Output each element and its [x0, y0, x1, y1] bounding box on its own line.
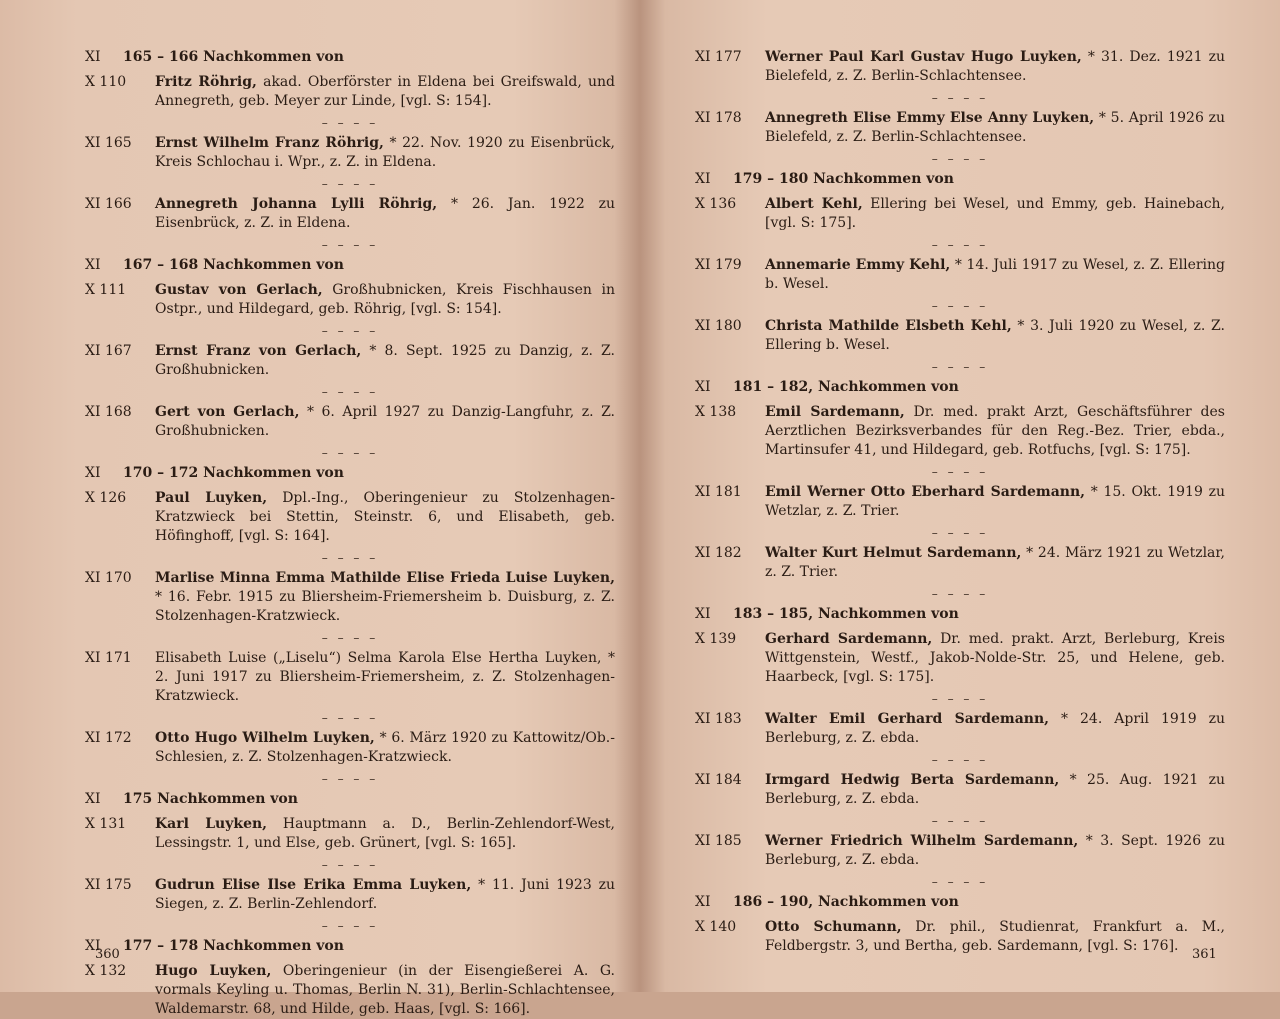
section-title: 177 – 178 Nachkommen von	[123, 938, 344, 954]
section-heading	[85, 256, 615, 275]
genealogy-entry	[85, 649, 615, 706]
generation-label: XI	[85, 938, 101, 954]
person-name: Gudrun Elise Ilse Erika Emma Luyken,	[155, 877, 472, 893]
section-heading	[85, 937, 615, 956]
section-heading	[695, 893, 1225, 912]
person-name: Otto Schumann,	[765, 919, 902, 935]
entry-separator: – – – –	[321, 631, 379, 645]
entry-separator: – – – –	[931, 238, 989, 252]
generation-label: XI	[85, 465, 101, 481]
genealogy-entry	[85, 489, 615, 546]
person-name: Emil Werner Otto Eberhard Sardemann,	[765, 484, 1086, 500]
person-name: Emil Sardemann,	[765, 404, 905, 420]
entry-separator: – – – –	[931, 526, 989, 540]
entry-number: X 140	[695, 919, 737, 935]
entry-text: Albert Kehl, Ellering bei Wesel, und Emmy, geb. Hainebach, [vgl. S: 175].	[765, 196, 1225, 231]
entry-number: XI 170	[85, 570, 132, 586]
entry-separator: – – – –	[931, 692, 989, 706]
entry-separator: – – – –	[931, 875, 989, 889]
genealogy-entry	[695, 483, 1225, 521]
entry-number: XI 165	[85, 135, 132, 151]
entry-text: Elisabeth Luise („Liselu“) Selma Karola Else Hertha Luyken, * 2. Juni 1917 zu Bliersheim-Friemersheim, z. Z. Stolzenhagen-Kratzwieck.	[155, 650, 615, 704]
generation-label: XI	[85, 791, 101, 807]
section-heading	[85, 464, 615, 483]
entry-text: Werner Friedrich Wilhelm Sardemann, * 3. Sept. 1926 zu Berleburg, z. Z. ebda.	[765, 833, 1225, 868]
genealogy-entry	[85, 73, 615, 111]
entry-separator: – – – –	[321, 385, 379, 399]
person-name: Ernst Franz von Gerlach,	[155, 343, 362, 359]
entry-text: Annemarie Emmy Kehl, * 14. Juli 1917 zu Wesel, z. Z. Ellering b. Wesel.	[765, 257, 1226, 292]
person-name: Marlise Minna Emma Mathilde Elise Frieda Luise Luyken,	[155, 570, 615, 586]
generation-label: XI	[85, 257, 101, 273]
generation-label: XI	[695, 171, 711, 187]
entry-text: Marlise Minna Emma Mathilde Elise Frieda Luise Luyken, * 16. Febr. 1915 zu Bliersheim-Friemersheim b. Duisburg, z. Z. Stolzenhagen-Kratzwieck.	[155, 570, 615, 624]
entry-separator: – – – –	[321, 324, 379, 338]
person-name: Christa Mathilde Elsbeth Kehl,	[765, 318, 1012, 334]
entry-separator: – – – –	[321, 177, 379, 191]
entry-separator: – – – –	[321, 711, 379, 725]
entry-number: XI 178	[695, 110, 742, 126]
entry-separator: – – – –	[931, 299, 989, 313]
entry-number: X 111	[85, 282, 127, 298]
section-title: 179 – 180 Nachkommen von	[733, 171, 954, 187]
entry-separator: – – – –	[931, 587, 989, 601]
section-title: 167 – 168 Nachkommen von	[123, 257, 344, 273]
entry-number: XI 185	[695, 833, 742, 849]
entry-number: XI 175	[85, 877, 132, 893]
entry-separator: – – – –	[931, 91, 989, 105]
person-name: Walter Kurt Helmut Sardemann,	[765, 545, 1022, 561]
entry-number: XI 168	[85, 404, 132, 420]
entry-text: Karl Luyken, Hauptmann a. D., Berlin-Zehlendorf-West, Lessingstr. 1, und Else, geb. Grünert, [vgl. S: 165].	[155, 816, 615, 851]
entry-text: Walter Emil Gerhard Sardemann, * 24. April 1919 zu Berleburg, z. Z. ebda.	[765, 711, 1225, 746]
left-page-number: 360	[95, 947, 120, 962]
person-name: Annemarie Emmy Kehl,	[765, 257, 951, 273]
genealogy-entry	[85, 729, 615, 767]
entry-separator: – – – –	[321, 919, 379, 933]
entry-number: XI 183	[695, 711, 742, 727]
entry-text: Ernst Wilhelm Franz Röhrig, * 22. Nov. 1920 zu Eisenbrück, Kreis Schlochau i. Wpr., z. Z. in Eldena.	[155, 135, 615, 170]
person-name: Gustav von Gerlach,	[155, 282, 323, 298]
entry-number: XI 167	[85, 343, 132, 359]
section-heading	[85, 48, 615, 67]
right-page-number: 361	[1192, 947, 1217, 962]
person-name: Karl Luyken,	[155, 816, 268, 832]
entry-separator: – – – –	[931, 814, 989, 828]
entry-text: Annegreth Johanna Lylli Röhrig, * 26. Jan. 1922 zu Eisenbrück, z. Z. in Eldena.	[155, 196, 615, 231]
person-name: Werner Friedrich Wilhelm Sardemann,	[765, 833, 1079, 849]
entry-number: XI 182	[695, 545, 742, 561]
section-heading	[695, 170, 1225, 189]
entry-number: X 132	[85, 963, 127, 979]
entry-text: Gert von Gerlach, * 6. April 1927 zu Danzig-Langfuhr, z. Z. Großhubnicken.	[155, 404, 615, 439]
entry-text: Gerhard Sardemann, Dr. med. prakt. Arzt, Berleburg, Kreis Wittgenstein, Westf., Jakob-Nolde-Str. 25, und Helene, geb. Haarbeck, [vgl. S: 175].	[765, 631, 1225, 685]
entry-text: Otto Schumann, Dr. phil., Studienrat, Frankfurt a. M., Feldbergstr. 3, und Bertha, geb. Sardemann, [vgl. S: 176].	[765, 919, 1225, 954]
person-name: Ernst Wilhelm Franz Röhrig,	[155, 135, 384, 151]
person-name: Annegreth Elise Emmy Else Anny Luyken,	[765, 110, 1095, 126]
entry-text: Emil Werner Otto Eberhard Sardemann, * 15. Okt. 1919 zu Wetzlar, z. Z. Trier.	[765, 484, 1225, 519]
entry-text: Fritz Röhrig, akad. Oberförster in Eldena bei Greifswald, und Annegreth, geb. Meyer zur Linde, [vgl. S: 154].	[155, 74, 616, 109]
genealogy-entry	[695, 195, 1225, 233]
person-name: Walter Emil Gerhard Sardemann,	[765, 711, 1050, 727]
entry-separator: – – – –	[321, 858, 379, 872]
section-heading	[85, 790, 615, 809]
genealogy-entry	[85, 342, 615, 380]
entry-number: X 139	[695, 631, 737, 647]
genealogy-entry	[695, 544, 1225, 582]
person-name: Albert Kehl,	[765, 196, 863, 212]
entry-text: Werner Paul Karl Gustav Hugo Luyken, * 31. Dez. 1921 zu Bielefeld, z. Z. Berlin-Schlachtensee.	[765, 49, 1226, 84]
section-title: 186 – 190, Nachkommen von	[733, 894, 959, 910]
genealogy-entry	[85, 134, 615, 172]
entry-number: XI 184	[695, 772, 742, 788]
genealogy-entry	[85, 962, 615, 1019]
entry-number: X 131	[85, 816, 127, 832]
entry-number: X 138	[695, 404, 737, 420]
entry-number: XI 166	[85, 196, 132, 212]
section-heading	[695, 378, 1225, 397]
genealogy-entry	[695, 109, 1225, 147]
entry-separator: – – – –	[321, 238, 379, 252]
genealogy-entry	[85, 569, 615, 626]
entry-separator: – – – –	[321, 772, 379, 786]
entry-number: XI 172	[85, 730, 132, 746]
generation-label: XI	[695, 606, 711, 622]
person-name: Werner Paul Karl Gustav Hugo Luyken,	[765, 49, 1082, 65]
section-title: 181 – 182, Nachkommen von	[733, 379, 959, 395]
entry-number: XI 177	[695, 49, 742, 65]
genealogy-entry	[695, 771, 1225, 809]
person-name: Hugo Luyken,	[155, 963, 272, 979]
genealogy-entry	[85, 403, 615, 441]
entry-text: Emil Sardemann, Dr. med. prakt Arzt, Geschäftsführer des Aerztlichen Bezirksverbandes für den Reg.-Bez. Trier, ebda., Martinsufer 41, und Hildegard, geb. Rotfuchs, [vgl. S: 175].	[765, 404, 1225, 458]
genealogy-entry	[695, 403, 1225, 460]
entry-separator: – – – –	[931, 152, 989, 166]
genealogy-entry	[695, 48, 1225, 86]
entry-separator: – – – –	[931, 753, 989, 767]
entry-text: Annegreth Elise Emmy Else Anny Luyken, * 5. April 1926 zu Bielefeld, z. Z. Berlin-Schlachtensee.	[765, 110, 1225, 145]
entry-text: Walter Kurt Helmut Sardemann, * 24. März 1921 zu Wetzlar, z. Z. Trier.	[765, 545, 1225, 580]
genealogy-entry	[85, 195, 615, 233]
entry-number: XI 180	[695, 318, 742, 334]
entry-number: XI 179	[695, 257, 742, 273]
entry-text: Hugo Luyken, Oberingenieur (in der Eisengießerei A. G. vormals Keyling u. Thomas, Berlin N. 31), Berlin-Schlachtensee, Waldemarstr. 68, und Hilde, geb. Haas, [vgl. S: 166].	[155, 963, 615, 1017]
genealogy-entry	[695, 710, 1225, 748]
right-page	[695, 48, 1226, 954]
person-name: Gert von Gerlach,	[155, 404, 300, 420]
genealogy-entry	[85, 281, 615, 319]
generation-label: XI	[695, 894, 711, 910]
entry-separator: – – – –	[321, 116, 379, 130]
person-name: Fritz Röhrig,	[155, 74, 257, 90]
entry-text: Gudrun Elise Ilse Erika Emma Luyken, * 11. Juni 1923 zu Siegen, z. Z. Berlin-Zehlendorf.	[155, 877, 615, 912]
section-heading	[695, 605, 1225, 624]
person-name: Gerhard Sardemann,	[765, 631, 933, 647]
entry-separator: – – – –	[321, 551, 379, 565]
entry-separator: – – – –	[321, 446, 379, 460]
genealogy-entry	[695, 918, 1225, 956]
entry-separator: – – – –	[931, 465, 989, 479]
person-name: Paul Luyken,	[155, 490, 268, 506]
genealogy-entry	[695, 256, 1225, 294]
person-name: Irmgard Hedwig Berta Sardemann,	[765, 772, 1060, 788]
generation-label: XI	[695, 379, 711, 395]
entry-number: XI 171	[85, 650, 132, 666]
section-title: 165 – 166 Nachkommen von	[123, 49, 344, 65]
entry-text: Paul Luyken, Dpl.-Ing., Oberingenieur zu Stolzenhagen-Kratzwieck bei Stettin, Steinstr. 6, und Elisabeth, geb. Höfinghoff, [vgl. S: 164].	[155, 490, 615, 544]
entry-number: XI 181	[695, 484, 742, 500]
person-name: Otto Hugo Wilhelm Luyken,	[155, 730, 375, 746]
section-title: 183 – 185, Nachkommen von	[733, 606, 959, 622]
entry-text: Irmgard Hedwig Berta Sardemann, * 25. Aug. 1921 zu Berleburg, z. Z. ebda.	[765, 772, 1225, 807]
section-title: 175 Nachkommen von	[123, 791, 298, 807]
entry-text: Ernst Franz von Gerlach, * 8. Sept. 1925 zu Danzig, z. Z. Großhubnicken.	[155, 343, 615, 378]
genealogy-entry	[695, 630, 1225, 687]
generation-label: XI	[85, 49, 101, 65]
genealogy-entry	[85, 815, 615, 853]
genealogy-entry	[85, 876, 615, 914]
genealogy-entry	[695, 832, 1225, 870]
person-name: Annegreth Johanna Lylli Röhrig,	[155, 196, 438, 212]
entry-separator: – – – –	[931, 360, 989, 374]
genealogy-entry	[695, 317, 1225, 355]
section-title: 170 – 172 Nachkommen von	[123, 465, 344, 481]
entry-text: Otto Hugo Wilhelm Luyken, * 6. März 1920 zu Kattowitz/Ob.-Schlesien, z. Z. Stolzenhagen-Kratzwieck.	[155, 730, 615, 765]
entry-number: X 110	[85, 74, 127, 90]
entry-text: Christa Mathilde Elsbeth Kehl, * 3. Juli 1920 zu Wesel, z. Z. Ellering b. Wesel.	[765, 318, 1225, 353]
entry-number: X 126	[85, 490, 127, 506]
entry-text: Gustav von Gerlach, Großhubnicken, Kreis Fischhausen in Ostpr., und Hildegard, geb. Röhrig, [vgl. S: 154].	[155, 282, 615, 317]
entry-number: X 136	[695, 196, 737, 212]
